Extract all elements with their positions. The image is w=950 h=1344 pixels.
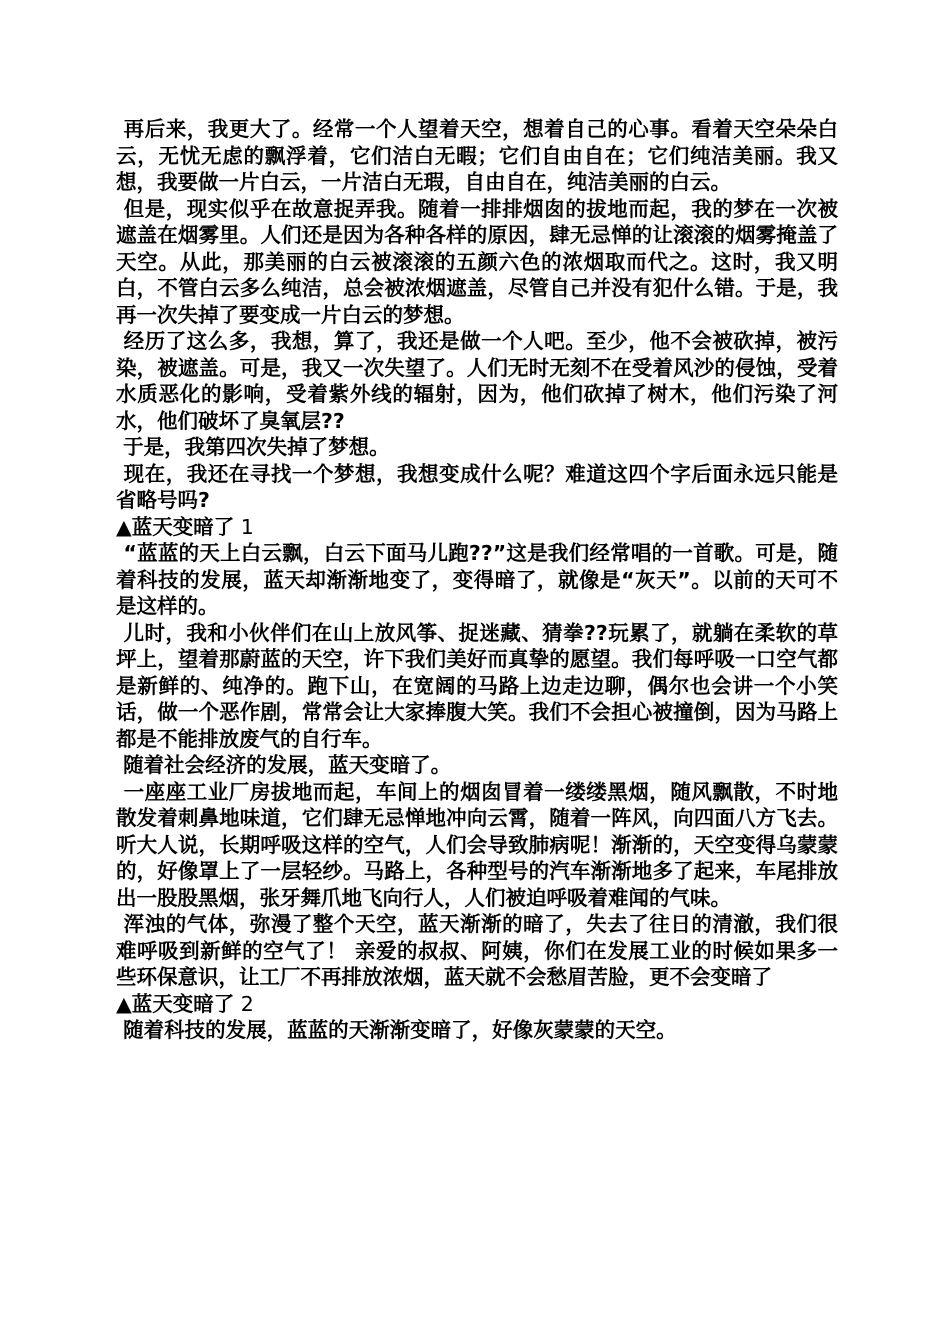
section-heading-title: ▲蓝天变暗了 bbox=[116, 991, 235, 1016]
section-heading-number: 2 bbox=[234, 991, 254, 1016]
paragraph: 浑浊的气体，弥漫了整个天空，蓝天渐渐的暗了，失去了往日的清澈，我们很难呼吸到新鲜的空气了！ 亲爱的叔叔、阿姨，你们在发展工业的时候如果多一些环保意识，让工厂不再排放浓烟，蓝天就不会愁眉苦脸，更不会变暗了 bbox=[116, 912, 839, 989]
paragraph: 于是，我第四次失掉了梦想。 bbox=[116, 435, 390, 459]
section-heading-number: 1 bbox=[234, 514, 254, 539]
paragraph: 经历了这么多，我想，算了，我还是做一个人吧。至少，他不会被砍掉，被污染，被遮盖。可是，我又一次失望了。人们无时无刻不在受着风沙的侵蚀，受着水质恶化的影响，受着紫外线的辐射，因为，他们砍掉了树木，他们污染了河水，他们破坏了臭氧层?? bbox=[116, 329, 839, 433]
paragraph: 儿时，我和小伙伴们在山上放风筝、捉迷藏、猜拳??玩累了，就躺在柔软的草坪上，望着那蔚蓝的天空，许下我们美好而真挚的愿望。我们每呼吸一口空气都是新鲜的、纯净的。跑下山，在宽阔的马路上边走边聊，偶尔也会讲一个小笑话，做一个恶作剧，常常会让大家捧腹大笑。我们不会担心被撞倒，因为马路上都是不能排放废气的自行车。 bbox=[116, 620, 839, 751]
paragraph: “蓝蓝的天上白云飘，白云下面马儿跑??”这是我们经常唱的一首歌。可是，随着科技的发展，蓝天却渐渐地变了，变得暗了，就像是“灰天”。以前的天可不是这样的。 bbox=[116, 541, 839, 618]
paragraph: 再后来，我更大了。经常一个人望着天空，想着自己的心事。看着天空朵朵白云，无忧无虑的飘浮着，它们洁白无暇；它们自由自在；它们纯洁美丽。我又想，我要做一片白云，一片洁白无瑕，自由自在，纯洁美丽的白云。 bbox=[116, 117, 839, 194]
paragraph: 现在，我还在寻找一个梦想，我想变成什么呢？难道这四个字后面永远只能是省略号吗? bbox=[116, 461, 839, 512]
section-heading-title: ▲蓝天变暗了 bbox=[116, 514, 235, 539]
paragraph: 一座座工业厂房拔地而起，车间上的烟囱冒着一缕缕黑烟，随风飘散，不时地散发着刺鼻地味道，它们肆无忌惮地冲向云霄，随着一阵风，向四面八方飞去。听大人说，长期呼吸这样的空气，人们会导致肺病呢！渐渐的，天空变得乌蒙蒙的，好像罩上了一层轻纱。马路上，各种型号的汽车渐渐地多了起来，车尾排放出一股股黑烟，张牙舞爪地飞向行人，人们被迫呼吸着难闻的气味。 bbox=[116, 779, 839, 910]
paragraph: 随着科技的发展，蓝蓝的天渐渐变暗了，好像灰蒙蒙的天空。 bbox=[116, 1018, 677, 1042]
section-heading bbox=[116, 991, 838, 1018]
section-heading bbox=[116, 514, 838, 541]
paragraph: 但是，现实似乎在故意捉弄我。随着一排排烟囱的拔地而起，我的梦在一次被遮盖在烟雾里。人们还是因为各种各样的原因，肆无忌惮的让滚滚的烟雾掩盖了天空。从此，那美丽的白云被滚滚的五颜六色的浓烟取而代之。这时，我又明白，不管白云多么纯洁，总会被浓烟遮盖，尽管自己并没有犯什么错。于是，我再一次失掉了要变成一片白云的梦想。 bbox=[116, 196, 839, 327]
paragraph: 随着社会经济的发展，蓝天变暗了。 bbox=[116, 753, 452, 777]
document-page bbox=[116, 116, 838, 1044]
